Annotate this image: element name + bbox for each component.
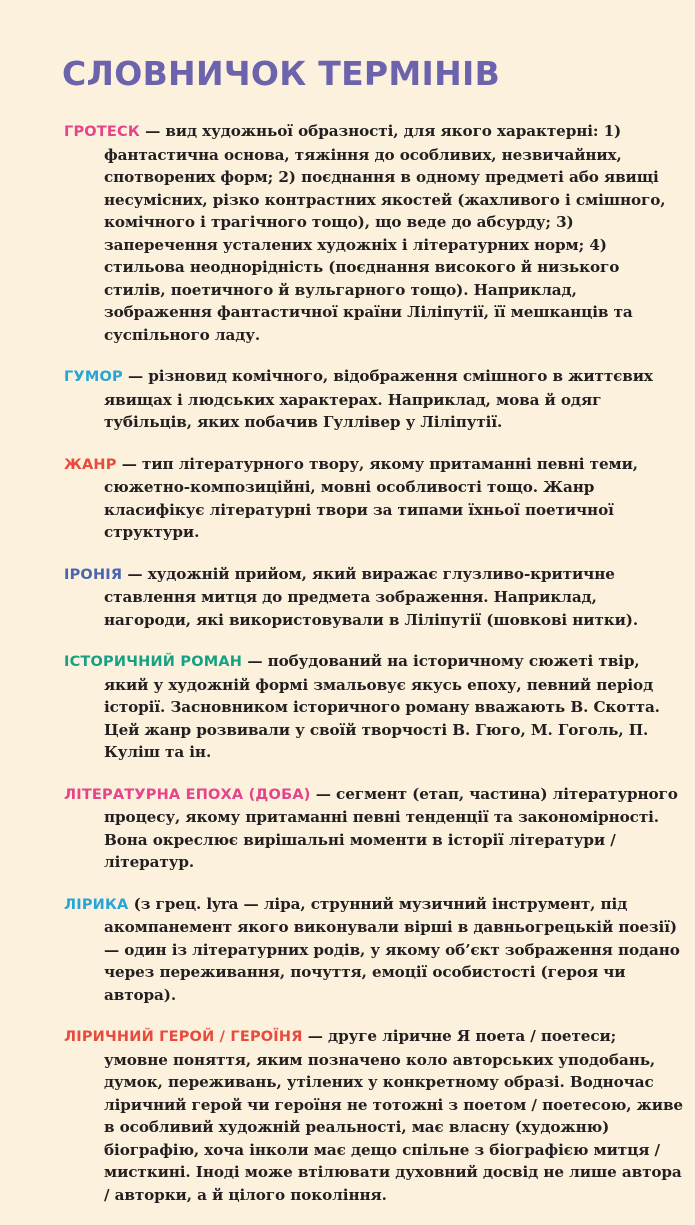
glossary-entry-historical-novel [64, 650, 684, 764]
term-irony: ІРОНІЯ [64, 566, 123, 583]
term-lyric: ЛІРИКА [64, 896, 129, 913]
glossary-entry-genre [64, 453, 684, 544]
term-grotesque: ГРОТЕСК [64, 124, 140, 140]
glossary-entry-grotesque [64, 120, 684, 346]
glossary-entry-literary-epoch [64, 783, 684, 874]
definition-irony: — художній прийом, який виражає глузливо-критичне ставлення митця до предмета зображення. Наприклад, нагороди, які використовували в Ліліпутії (шовкові нитки). [104, 564, 639, 629]
glossary-entry-lyric-hero [64, 1025, 684, 1206]
term-humor: ГУМОР [64, 369, 123, 385]
glossary-entry-humor [64, 365, 684, 434]
glossary-entry-irony [64, 563, 684, 632]
definition-lyric-hero: — друге ліричне Я поета / поетеси; умовне поняття, яким позначено коло авторських уподобань, думок, переживань, утілених у конкретному образі. Водночас ліричний герой чи героїня не тотожні з поетом / поетесою, живе в особливий художній реальності, має власну (художню) біографію, хоча інколи має дещо спільне з біографією митця / мисткині. Іноді може втілювати духовний досвід не лише автора / авторки, а й цілого покоління. [104, 1027, 683, 1204]
page-title: СЛОВНИЧОК ТЕРМІНІВ [62, 54, 501, 93]
term-literary-epoch: ЛІТЕРАТУРНА ЕПОХА (ДОБА) [64, 786, 311, 803]
definition-literary-epoch: — сегмент (етап, частина) літературного процесу, якому притаманні певні тенденції та закономірності. Вона окреслює вирішальні моменти в історії літератури / літератур. [104, 784, 678, 871]
term-lyric-hero: ЛІРИЧНИЙ ГЕРОЙ / ГЕРОЇНЯ [64, 1029, 303, 1045]
definition-humor: — різновид комічного, відображення смішного в життєвих явищах і людських характерах. Наприклад, мова й одяг тубільців, яких побачив Гуллівер у Ліліпутії. [104, 367, 653, 431]
definition-historical-novel: — побудований на історичному сюжеті твір, який у художній формі змальовує якусь епоху, певний період історії. Засновником історичного роману вважають В. Скотта. Цей жанр розвивали у своїй творчості В. Гюго, М. Гоголь, П. Куліш та ін. [104, 652, 660, 761]
definition-genre: — тип літературного твору, якому притаманні певні теми, сюжетно-композиційні, мовні особливості тощо. Жанр класифікує літературні твори за типами їхньої поетичної структури. [104, 454, 638, 541]
term-historical-novel: ІСТОРИЧНИЙ РОМАН [64, 654, 243, 670]
definition-lyric: (з грец. lyra — ліра, струнний музичний інструмент, під акомпанемент якого виконували вірші в давньогрецькій поезії) — один із літературних родів, у якому об’єкт зображення подано через переживання, почуття, емоції особистості (героя чи автора). [104, 894, 680, 1004]
definition-grotesque: — вид художньої образності, для якого характерні: 1) фантастична основа, тяжіння до особливих, незвичайних, спотворених форм; 2) поєднання в одному предметі або явищі несумісних, різко контрастних якостей (жахливого і смішного, комічного і трагічного тощо), що веде до абсурду; 3) заперечення усталених художніх і літературних норм; 4) стильова неоднорідність (поєднання високого й низького стилів, поетичного й вульгарного тощо). Наприклад, зображення фантастичної країни Ліліпутії, її мешканців та суспільного ладу. [104, 122, 666, 344]
glossary-list [64, 120, 684, 1225]
glossary-entry-lyric [64, 893, 684, 1007]
term-genre: ЖАНР [64, 456, 117, 473]
